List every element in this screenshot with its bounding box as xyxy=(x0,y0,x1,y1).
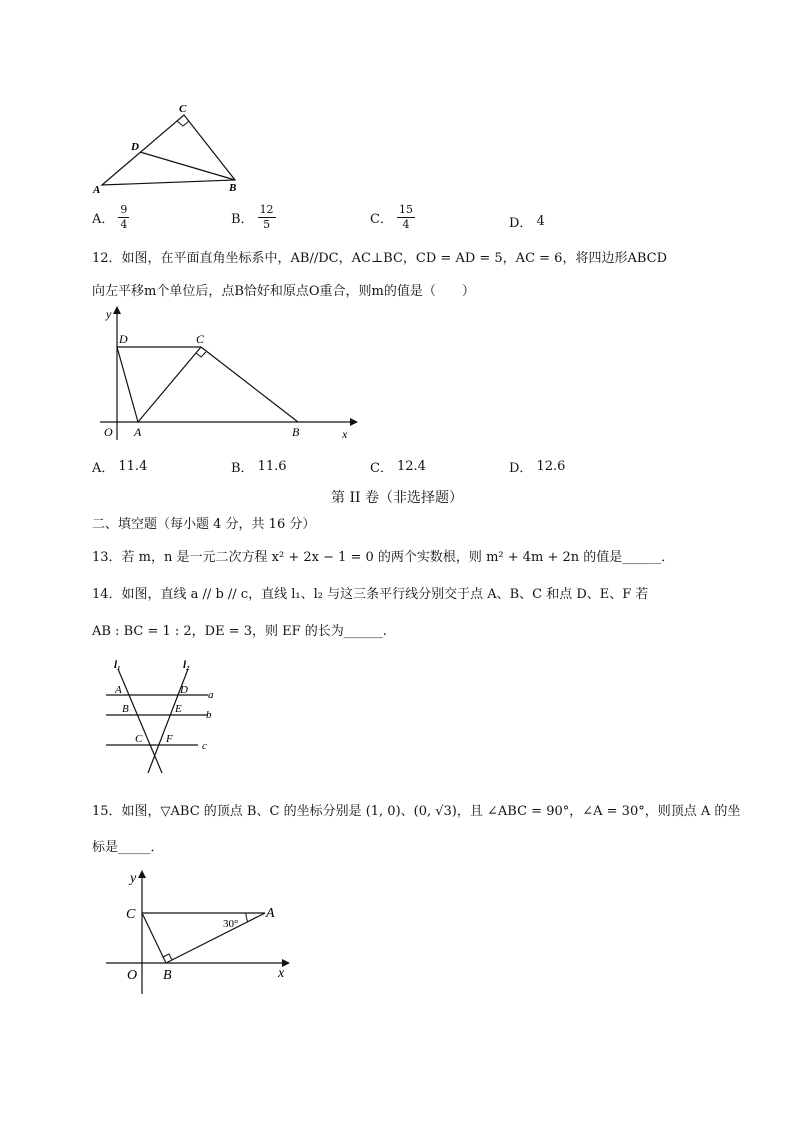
option-value: 4 xyxy=(536,214,545,229)
q14-parallel-lines-figure xyxy=(100,655,230,777)
label-line-b: b xyxy=(206,709,212,721)
label-a-point: A xyxy=(115,684,122,696)
label-a: A xyxy=(266,906,275,921)
label-l1: l₁ xyxy=(114,659,121,671)
right-angle-mark xyxy=(196,352,206,357)
label-c: C xyxy=(179,103,187,115)
y-axis-arrow xyxy=(138,870,146,878)
option-value: 12.6 xyxy=(536,459,566,474)
option-value: 11.4 xyxy=(118,459,148,474)
segment-db xyxy=(140,152,235,180)
q12-option-c[interactable] xyxy=(370,457,426,476)
label-x: x xyxy=(342,427,348,441)
label-d: D xyxy=(131,141,139,153)
fraction: $\frac{12}{5}$ xyxy=(259,203,274,231)
fraction: $\frac{15}{4}$ xyxy=(398,203,413,231)
label-e-point: E xyxy=(175,703,182,715)
section-heading: 二、填空题（每小题 4 分，共 16 分） xyxy=(92,517,316,532)
label-y: y xyxy=(106,307,112,321)
label-line-c: c xyxy=(202,740,207,752)
segment-ac xyxy=(138,347,201,422)
option-letter: C． xyxy=(370,212,393,227)
segment-cb xyxy=(201,347,298,422)
option-letter: A． xyxy=(92,212,115,227)
line-l1 xyxy=(118,669,162,773)
q12-text-line1: 12．如图，在平面直角坐标系中，AB//DC，AC⊥BC，CD = AD = 5，AC = 6，将四边形ABCD xyxy=(92,251,667,266)
q11-option-a[interactable] xyxy=(92,203,129,232)
q12-coordinate-figure xyxy=(92,302,362,444)
q15-text-line1: 15．如图，▽ABC 的顶点 B、C 的坐标分别是 (1, 0)、(0, √3)，且 ∠ABC = 90°，∠A = 30°，则顶点 A 的坐 xyxy=(92,804,741,819)
segment-cb xyxy=(142,913,166,963)
label-c-point: C xyxy=(135,733,143,745)
label-a: A xyxy=(134,425,142,439)
label-angle: 30° xyxy=(223,918,239,930)
fraction: $\frac{9}{4}$ xyxy=(120,203,128,231)
label-o: O xyxy=(127,968,138,983)
q15-coordinate-figure xyxy=(100,866,300,1000)
option-value: 11.6 xyxy=(257,459,287,474)
option-letter: C． xyxy=(370,461,393,476)
q11-triangle-figure xyxy=(88,100,248,198)
label-a: A xyxy=(93,184,101,196)
q14-text-line2: AB : BC = 1 : 2，DE = 3，则 EF 的长为______. xyxy=(92,624,387,639)
label-b: B xyxy=(229,182,237,194)
q14-text-line1: 14．如图，直线 a // b // c，直线 l₁、l₂ 与这三条平行线分别交于点 A、B、C 和点 D、E、F 若 xyxy=(92,587,649,602)
label-c: C xyxy=(126,907,136,922)
option-letter: B． xyxy=(231,461,254,476)
label-d-point: D xyxy=(180,684,188,696)
q11-option-d[interactable] xyxy=(509,212,545,231)
q12-option-a[interactable] xyxy=(92,457,147,476)
option-letter: B． xyxy=(231,212,254,227)
label-b: B xyxy=(292,425,300,439)
q12-text-line2: 向左平移m个单位后，点B恰好和原点O重合，则m的值是（ ） xyxy=(92,284,475,299)
segment-da xyxy=(117,347,138,422)
label-f-point: F xyxy=(166,733,173,745)
label-line-a: a xyxy=(208,689,214,701)
option-letter: A． xyxy=(92,461,115,476)
option-letter: D． xyxy=(509,461,533,476)
label-b: B xyxy=(163,968,172,983)
q13-text: 13．若 m，n 是一元二次方程 x² + 2x − 1 = 0 的两个实数根，则 m² + 4m + 2n 的值是______． xyxy=(92,550,675,565)
q15-text-line2: 标是_____． xyxy=(92,840,164,855)
label-o: O xyxy=(104,425,113,439)
q12-option-d[interactable] xyxy=(509,457,565,476)
right-angle-mark xyxy=(177,121,189,126)
y-axis-arrow xyxy=(113,306,121,314)
label-y: y xyxy=(130,871,137,886)
label-b-point: B xyxy=(122,703,129,715)
section-title: 第 II 卷（非选择题） xyxy=(331,490,463,506)
q11-option-c[interactable] xyxy=(370,203,415,232)
label-x: x xyxy=(278,966,285,981)
segment-ba xyxy=(166,913,265,963)
x-axis-arrow xyxy=(350,418,358,426)
label-d: D xyxy=(119,332,128,346)
label-l2: l₂ xyxy=(183,659,190,671)
q11-option-b[interactable] xyxy=(231,203,276,232)
label-c: C xyxy=(196,332,205,346)
angle-arc xyxy=(246,913,248,922)
option-letter: D． xyxy=(509,216,533,231)
q12-option-b[interactable] xyxy=(231,457,287,476)
option-value: 12.4 xyxy=(396,459,426,474)
